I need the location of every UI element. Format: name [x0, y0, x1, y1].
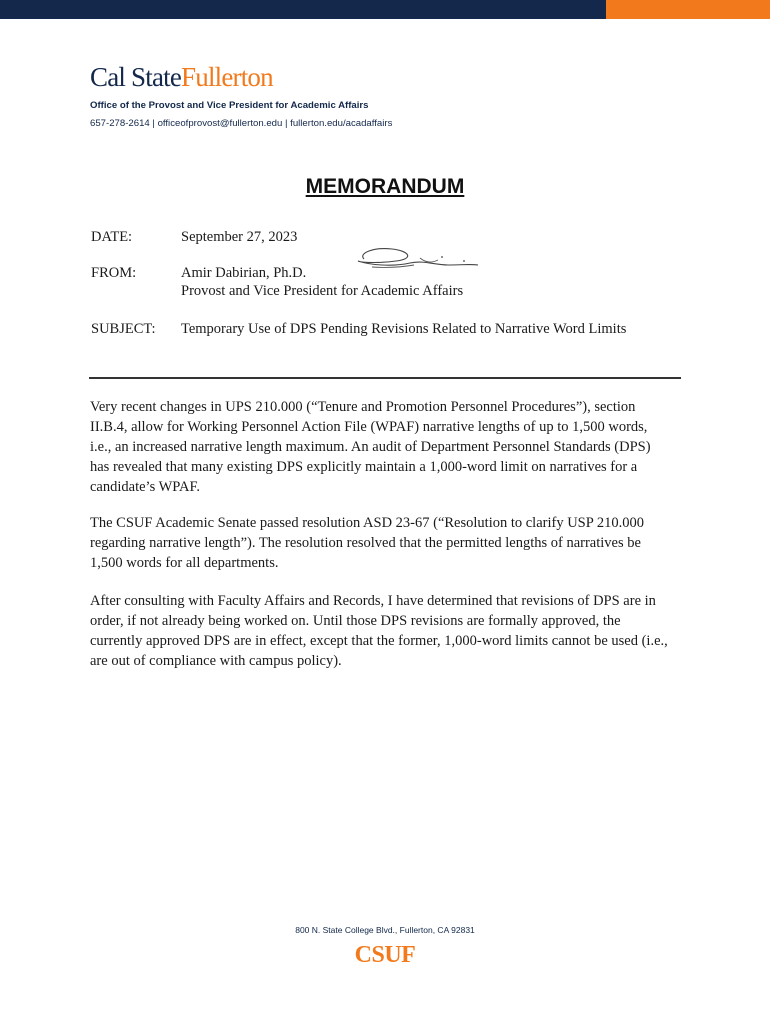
- footer-address: 800 N. State College Blvd., Fullerton, CA 92831: [295, 925, 475, 935]
- top-bar-navy: [0, 0, 606, 19]
- from-label: FROM:: [91, 265, 137, 281]
- subject-value: Temporary Use of DPS Pending Revisions Related to Narrative Word Limits: [181, 321, 627, 337]
- office-contact-line: 657-278-2614 | officeofprovost@fullerton.edu | fullerton.edu/acadaffairs: [90, 118, 393, 129]
- subject-label: SUBJECT:: [91, 321, 156, 337]
- date-value: September 27, 2023: [181, 229, 298, 245]
- from-name: Amir Dabirian, Ph.D.: [181, 265, 307, 281]
- top-bar-orange: [606, 0, 770, 19]
- body-paragraph-2: The CSUF Academic Senate passed resolution ASD 23-67 (“Resolution to clarify USP 210.000 regarding narrative length”). The resolution resolved that the permitted lengths of narratives be 1,500 words for all departments.: [90, 515, 645, 571]
- logo-fullerton: Fullerton: [181, 62, 273, 92]
- body-paragraph-1: Very recent changes in UPS 210.000 (“Tenure and Promotion Personnel Procedures”), section II.B.4, allow for Working Personnel Action File (WPAF) narrative lengths of up to 1,500 words, i.e., an increased narrative length maximum. An audit of Department Personnel Standards (DPS) has revealed that many existing DPS explicitly maintain a 1,000-word limit on narratives for a candidate’s WPAF.: [90, 399, 651, 495]
- memo-title: MEMORANDUM: [305, 175, 465, 198]
- csuf-wordmark-logo: [90, 61, 273, 93]
- signature-image: [352, 243, 482, 280]
- office-name: Office of the Provost and Vice President for Academic Affairs: [90, 100, 369, 111]
- date-label: DATE:: [91, 229, 133, 245]
- from-title: Provost and Vice President for Academic Affairs: [181, 283, 464, 299]
- body-paragraph-3: After consulting with Faculty Affairs and Records, I have determined that revisions of DPS are in order, if not already being worked on. Until those DPS revisions are formally approved, the currently approved DPS are in effect, except that the former, 1,000-word limits cannot be used (i.e., are out of compliance with campus policy).: [90, 593, 668, 669]
- footer-csuf-logo: CSUF: [354, 942, 416, 968]
- divider-rule: [89, 377, 681, 379]
- logo-cal-state: Cal State: [90, 62, 182, 92]
